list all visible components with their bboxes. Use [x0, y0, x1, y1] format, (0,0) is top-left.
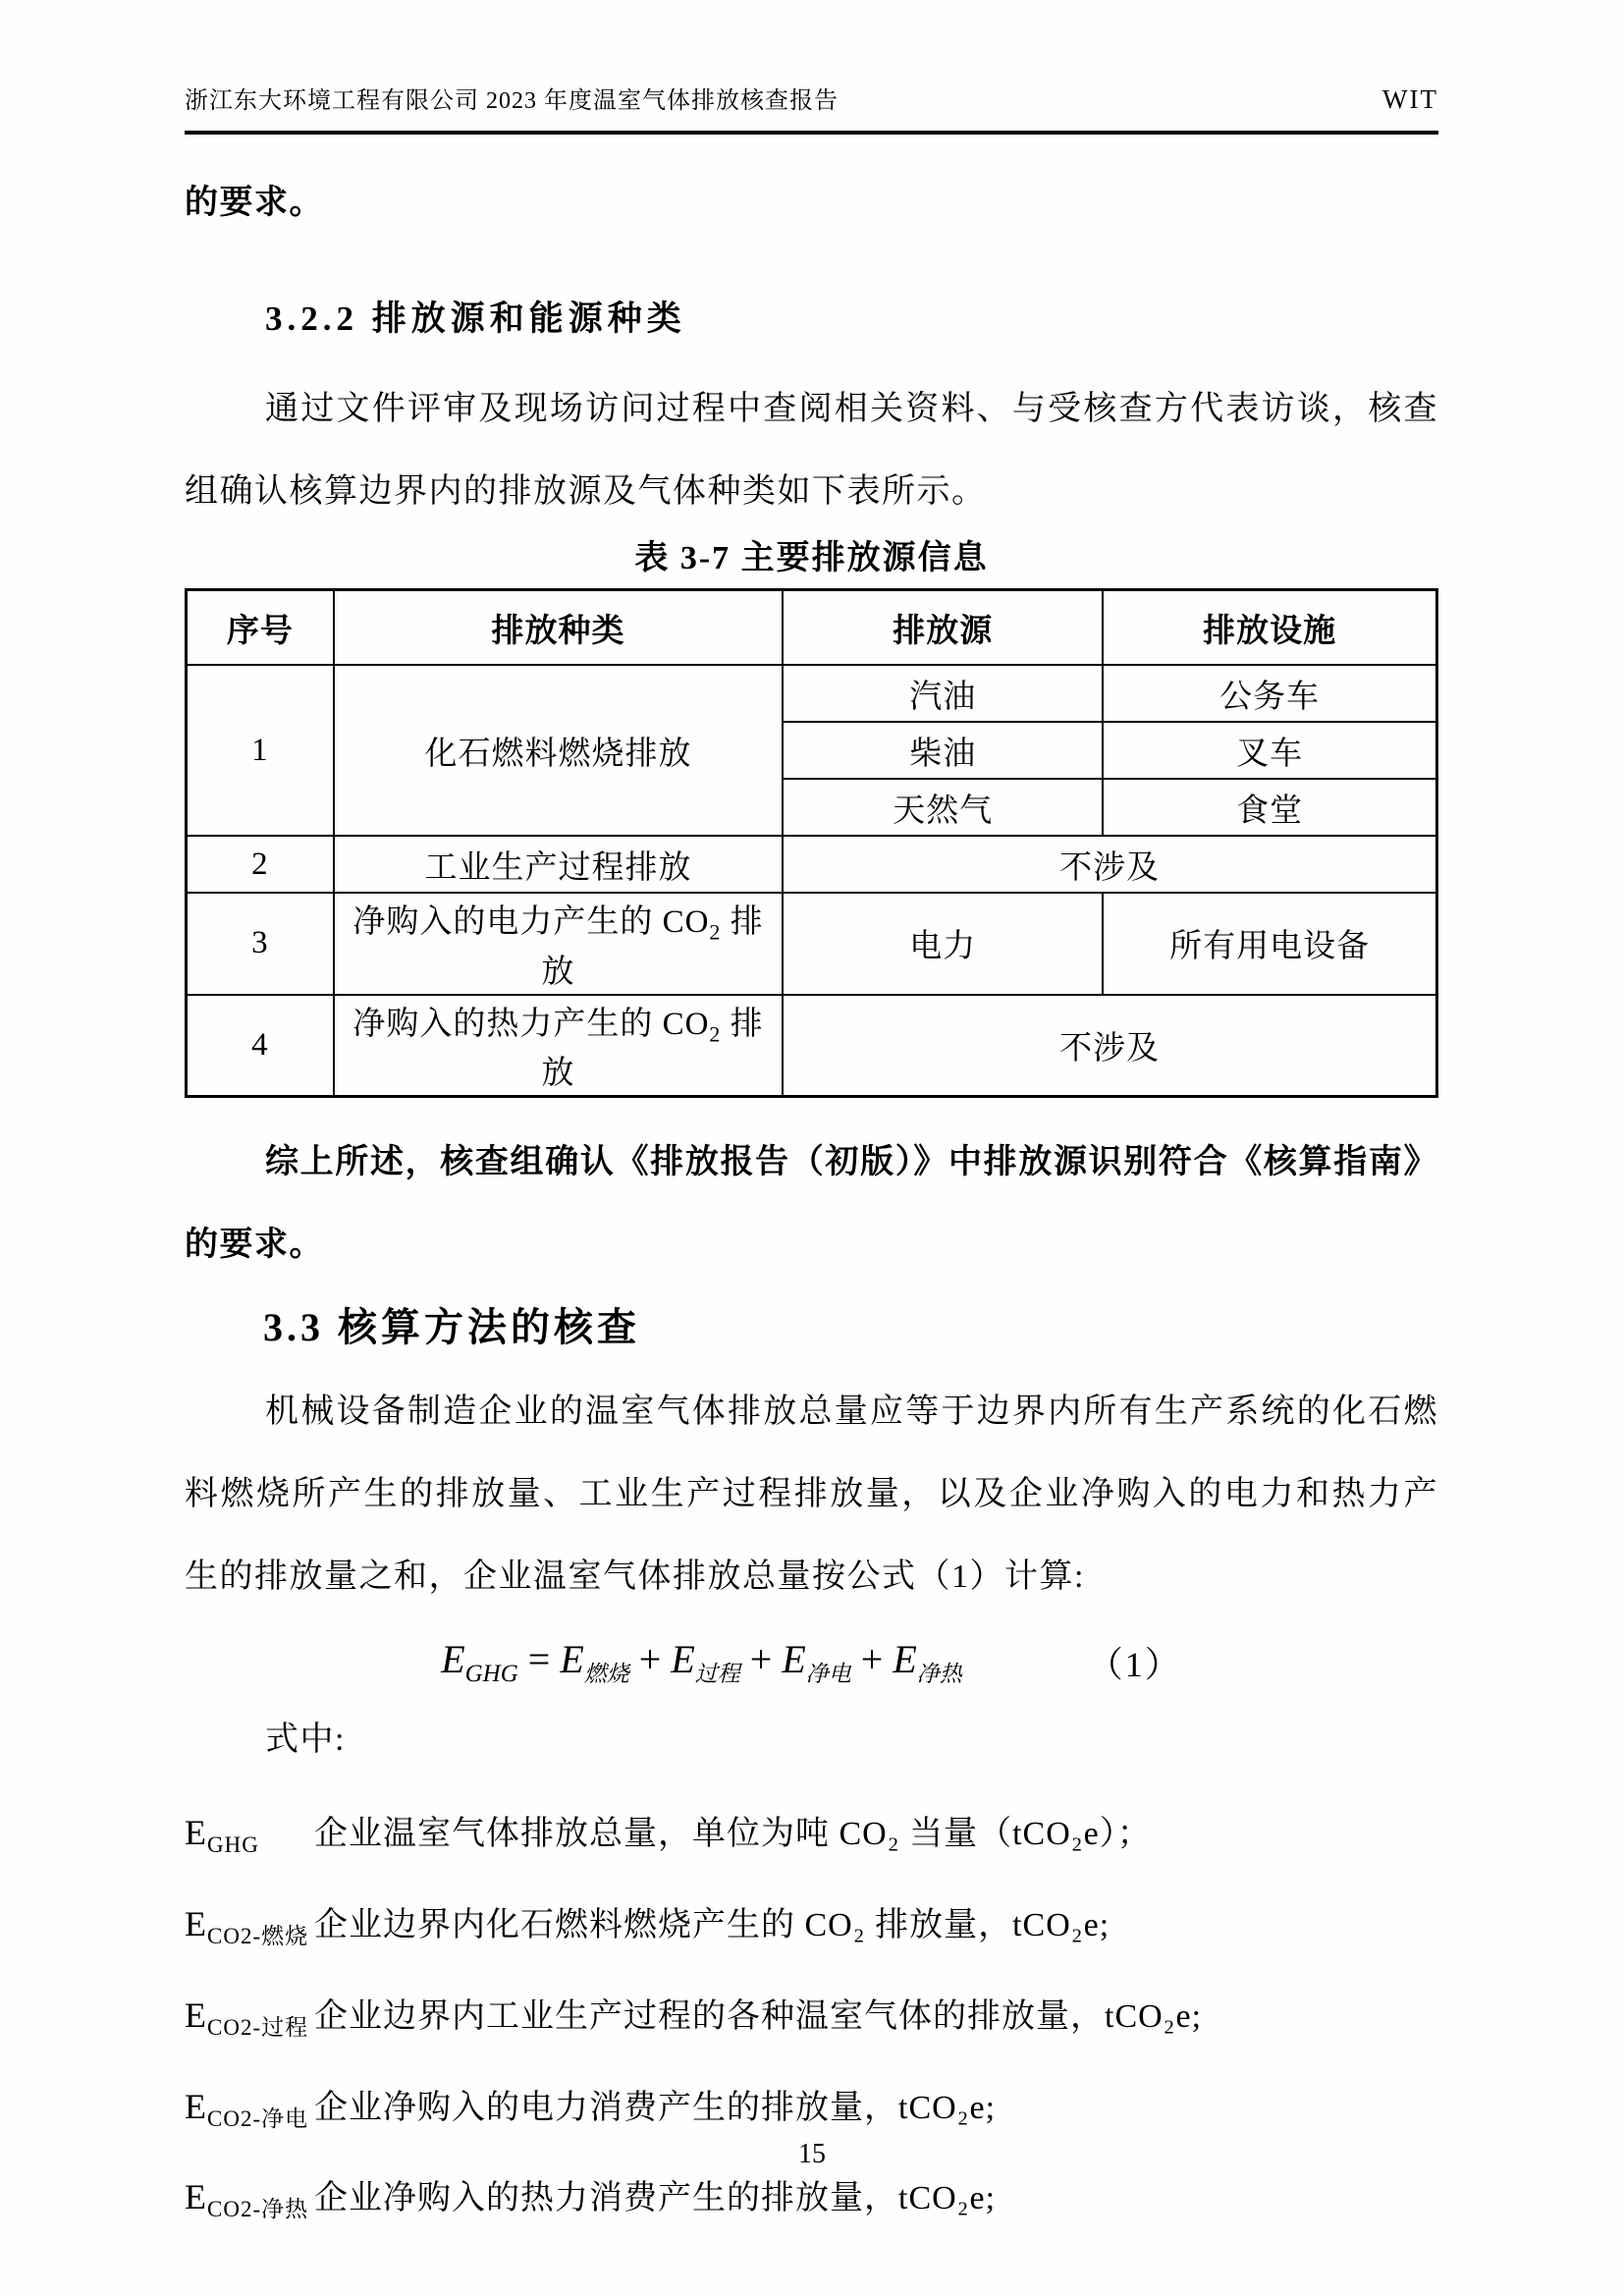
definition-eco2-fuel: [185, 1896, 1438, 1964]
header-row: [185, 0, 1438, 115]
symbol-label: $E_{CO2-净热}$: [185, 2177, 309, 2222]
symbol-label: $E_{CO2-过程}$: [185, 1995, 309, 2040]
row2-kind: 工业生产过程排放: [334, 836, 783, 893]
formula-number: （1）: [1087, 1644, 1182, 1684]
emission-sources-table: [185, 588, 1438, 1098]
symbol-description: 企业净购入的热力消费产生的排放量，tCO₂e;: [314, 2180, 997, 2217]
table-header-row: [187, 590, 1437, 666]
row1-source-diesel: 柴油: [783, 722, 1103, 779]
row3-source: 电力: [783, 893, 1103, 995]
formula-1: [185, 1624, 1438, 1699]
page-number: 15: [798, 2139, 826, 2169]
page-body: [185, 162, 1438, 2237]
section-3-3-heading: 3.3 核算方法的核查: [263, 1305, 640, 1350]
column-header-no: 序号: [187, 590, 334, 666]
header-title: 浙江东大环境工程有限公司 2023 年度温室气体排放核查报告: [185, 88, 839, 114]
row3-no: 3: [187, 893, 334, 995]
row3-kind: 净购入的电力产生的 $CO_2$ 排放: [334, 893, 783, 995]
definition-eco2-process: [185, 1988, 1438, 2055]
formula-expression: $E_{GHG} = E_{燃烧} + E_{过程} + E_{净电} + E_{净热}$: [441, 1636, 962, 1687]
symbol-label: $E_{CO2-燃烧}$: [185, 1903, 309, 1948]
carryover-paragraph: 的要求。: [185, 185, 324, 221]
table-row: [187, 836, 1437, 893]
table-row: [187, 665, 1437, 722]
symbol-description: 企业净购入的电力消费产生的排放量，tCO₂e;: [314, 2089, 997, 2126]
column-header-kind: 排放种类: [334, 590, 783, 666]
row4-no: 4: [187, 995, 334, 1097]
symbol-description: 企业边界内工业生产过程的各种温室气体的排放量，tCO₂e;: [314, 1997, 1203, 2035]
row2-no: 2: [187, 836, 334, 893]
definition-eco2-heat: [185, 2169, 1438, 2237]
section-3-3-paragraph: 机械设备制造企业的温室气体排放总量应等于边界内所有生产系统的化石燃料燃烧所产生的排放量、工业生产过程排放量，以及企业净购入的电力和热力产生的排放量之和，企业温室气体排放总量按公式（1）计算:: [185, 1394, 1438, 1596]
table-row: [187, 893, 1437, 995]
where-label: 式中:: [265, 1722, 346, 1759]
row1-source-gasoline: 汽油: [783, 665, 1103, 722]
symbol-definitions: [185, 1805, 1438, 2237]
row1-facility-forklift: 叉车: [1103, 722, 1436, 779]
row1-facility-canteen: 食堂: [1103, 779, 1436, 836]
page-header: [185, 0, 1438, 135]
table-row: [187, 995, 1437, 1097]
symbol-description: 企业边界内化石燃料燃烧产生的 CO₂ 排放量，tCO₂e;: [314, 1906, 1110, 1943]
row4-kind: 净购入的热力产生的 $CO_2$ 排放: [334, 995, 783, 1097]
definition-eghg: [185, 1805, 1438, 1873]
symbol-label: $E_{GHG}$: [185, 1813, 259, 1857]
column-header-facility: 排放设施: [1103, 590, 1436, 666]
row3-facility: 所有用电设备: [1103, 893, 1436, 995]
row1-no: 1: [187, 665, 334, 836]
conclusion-paragraph: 综上所述，核查组确认《排放报告（初版）》中排放源识别符合《核算指南》的要求。: [185, 1144, 1438, 1264]
definition-eco2-electricity: [185, 2079, 1438, 2147]
row4-merged: 不涉及: [783, 995, 1436, 1097]
header-rule: [185, 131, 1438, 135]
symbol-description: 企业温室气体排放总量，单位为吨 CO₂ 当量（tCO₂e）；: [314, 1816, 1152, 1853]
row1-source-gas: 天然气: [783, 779, 1103, 836]
section-3-2-2-heading: 3.2.2 排放源和能源种类: [265, 300, 686, 338]
header-mark: WIT: [1382, 84, 1438, 114]
symbol-label: $E_{CO2-净电}$: [185, 2086, 309, 2131]
column-header-source: 排放源: [783, 590, 1103, 666]
row1-kind: 化石燃料燃烧排放: [334, 665, 783, 836]
row2-merged: 不涉及: [783, 836, 1436, 893]
page-footer: [0, 2139, 1624, 2170]
row1-facility-car: 公务车: [1103, 665, 1436, 722]
section-3-2-2-paragraph: 通过文件评审及现场访问过程中查阅相关资料、与受核查方代表访谈，核查组确认核算边界内的排放源及气体种类如下表所示。: [185, 391, 1438, 510]
table-3-7-title: 表 3-7 主要排放源信息: [634, 540, 989, 576]
